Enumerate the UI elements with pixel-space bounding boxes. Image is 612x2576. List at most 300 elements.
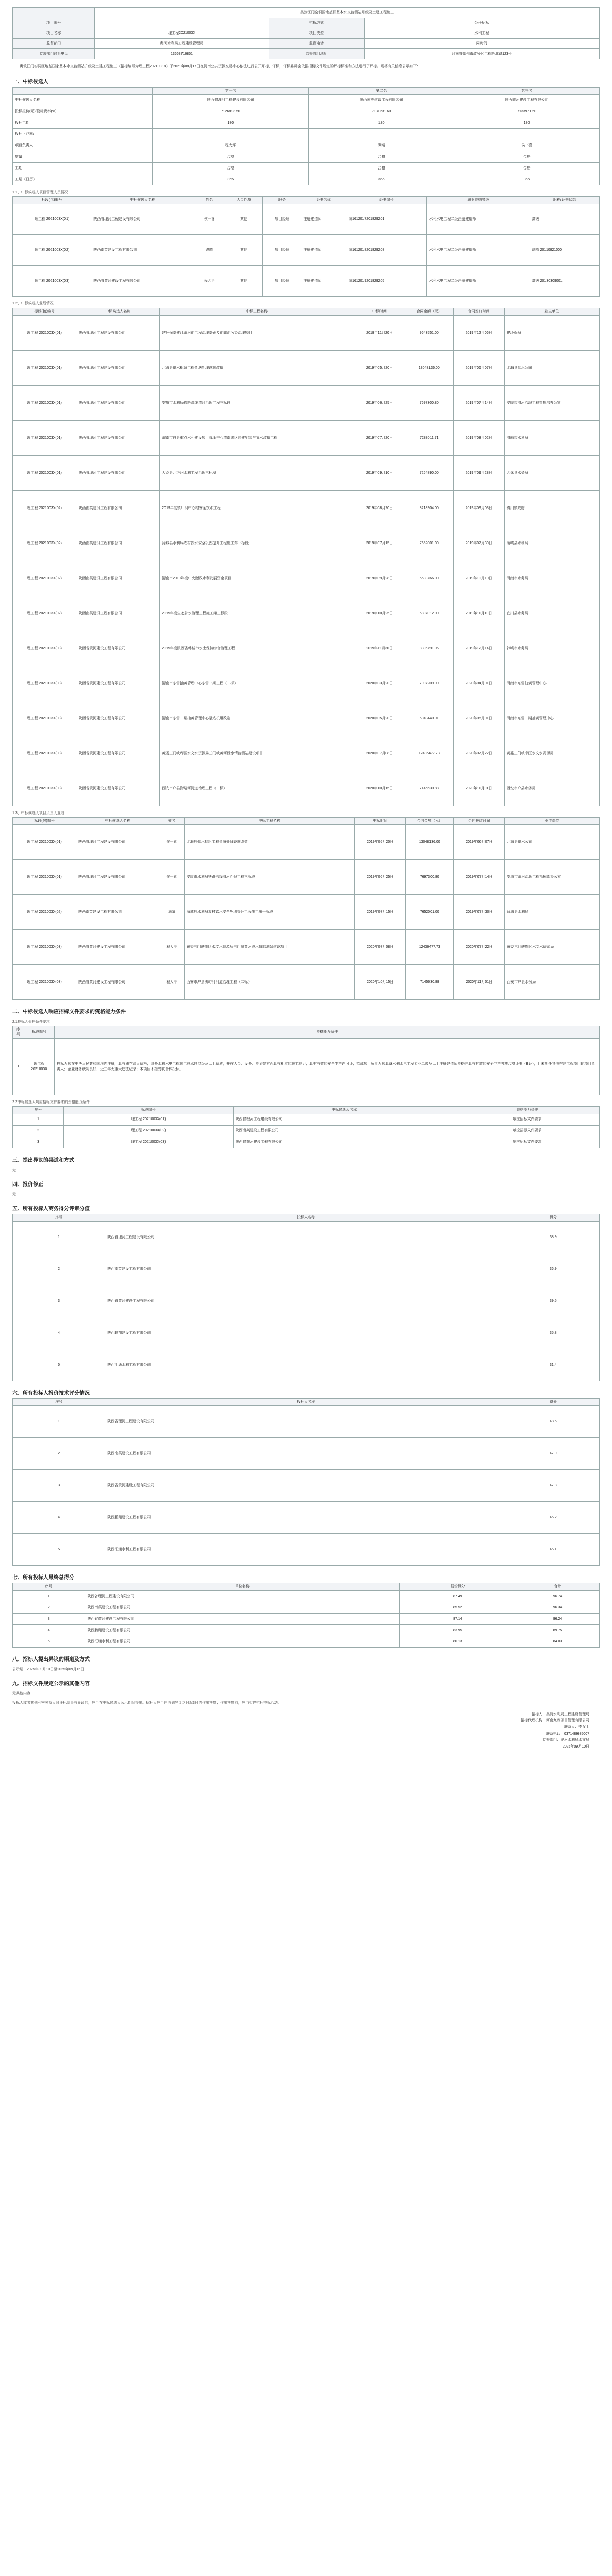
table-cell: 安康市渭河治理工程指挥部办公室 bbox=[504, 385, 599, 420]
table-cell: 47.9 bbox=[507, 1438, 599, 1470]
header-row bbox=[13, 28, 600, 39]
table-cell: 9643551.00 bbox=[405, 315, 453, 350]
table-cell: 北海县供水公司 bbox=[505, 825, 600, 860]
table-cell: 5 bbox=[13, 1636, 85, 1647]
header-row bbox=[13, 39, 600, 49]
table-cell: 蒲城县水利局 bbox=[505, 895, 600, 930]
table-cell: 2019年06月25日 bbox=[355, 860, 406, 895]
table-cell: 85.52 bbox=[400, 1602, 516, 1613]
table-cell: 响应招标文件要求 bbox=[455, 1114, 600, 1125]
table-cell: 投标下浮率/ bbox=[13, 128, 153, 140]
table-cell: 2019年12月06日 bbox=[453, 315, 504, 350]
table-cell: 2020年11月01日 bbox=[453, 771, 504, 806]
table-cell: 180 bbox=[309, 117, 454, 128]
table-cell: 48.5 bbox=[507, 1406, 599, 1438]
table-cell: 蒲城县水利局农村饮水安全巩固提升工程施工第一标段 bbox=[160, 526, 354, 561]
column-header: 第二名 bbox=[309, 87, 454, 94]
table-cell: 2019年06月25日 bbox=[354, 385, 405, 420]
table-cell: 陕西省理河工程建设有限公司 bbox=[76, 455, 160, 490]
table-cell: 投标工期 bbox=[13, 117, 153, 128]
header-cell: 河南省郑州市政务区工程路北路123号 bbox=[364, 49, 599, 59]
column-header: 人员性质 bbox=[225, 196, 263, 204]
section-2b-title: 2.2中标候选人响应招标文件要求的资格能力条件 bbox=[12, 1100, 90, 1105]
header-cell: 监督电话 bbox=[269, 39, 364, 49]
section-9-text-2: 投标人或者其他利害关系人对评标结果有异议的，应当在中标候选人公示期间提出。招标人应当自收到异议之日起3日内作出答复；作出答复前，应当暂停招标投标活动。 bbox=[12, 1701, 282, 1705]
table-cell: 工期（日历） bbox=[13, 174, 153, 185]
table-cell: 陕西省理河工程建设有限公司 bbox=[76, 420, 160, 455]
table-cell: 理工程 2021003X(01) bbox=[13, 825, 76, 860]
final-score-table bbox=[12, 1583, 600, 1647]
table-cell: 365 bbox=[153, 174, 309, 185]
column-header: 序号 bbox=[13, 1399, 105, 1406]
table-cell: 39.5 bbox=[507, 1285, 599, 1317]
table-cell: 合格 bbox=[454, 151, 600, 162]
header-cell: 奥河水利局工程建设管理局 bbox=[95, 39, 269, 49]
table-cell: 2019年度陕西省韩城市水土保持综合治理工程 bbox=[160, 631, 354, 666]
column-header: 第三名 bbox=[454, 87, 600, 94]
column-header: 得分 bbox=[507, 1399, 599, 1406]
table-cell: 理工程 2021003X(01) bbox=[64, 1114, 234, 1125]
section-8-text: 公示期：2025年09月10日至2025年09月15日 bbox=[12, 1667, 85, 1671]
table-cell: 水利水电工程二级注册建造师 bbox=[427, 235, 530, 266]
table-cell: 陕西省理河工程建设有限公司 bbox=[76, 385, 160, 420]
table-cell: 2019年09月03日 bbox=[453, 490, 504, 526]
section-1c-title: 1.3、中标候选人项目负责人业绩 bbox=[12, 811, 64, 815]
table-cell: 2 bbox=[13, 1602, 85, 1613]
table-cell: 蒲城县水利局农村饮水安全巩固提升工程施工第一标段 bbox=[184, 895, 355, 930]
table-cell: 理工程 2021003X(01) bbox=[13, 315, 76, 350]
table-row bbox=[13, 94, 600, 106]
column-header: 资格能力条件 bbox=[455, 1107, 600, 1114]
table-cell: 理工程 2021003X(03) bbox=[13, 930, 76, 965]
table-cell: 西安市户县水务局 bbox=[505, 965, 600, 1000]
table-cell: 陕西省理河工程建设有限公司 bbox=[76, 315, 160, 350]
table-cell: 83.95 bbox=[400, 1624, 516, 1636]
header-cell: 项目名称 bbox=[13, 28, 95, 39]
header-cell: 项目编号 bbox=[13, 18, 95, 28]
table-cell: 2019年06月07日 bbox=[454, 825, 505, 860]
table-cell: 36.9 bbox=[507, 1253, 599, 1285]
table-cell: 韩城市水务局 bbox=[504, 631, 599, 666]
leader-performance-table bbox=[12, 817, 600, 1000]
column-header: 合同签订时间 bbox=[454, 817, 505, 824]
table-row bbox=[13, 860, 600, 895]
table-row bbox=[13, 596, 600, 631]
column-header: 序号 bbox=[13, 1026, 24, 1039]
table-cell: 2019年07月20日 bbox=[354, 420, 405, 455]
table-row bbox=[13, 140, 600, 151]
table-cell: 陕西省黄河建设工程有限公司 bbox=[76, 771, 160, 806]
table-row bbox=[13, 736, 600, 771]
section-2-title: 二、中标候选人响应招标文件要求的资格能力条件 bbox=[12, 1009, 126, 1015]
table-cell: 2019年05月20日 bbox=[355, 825, 406, 860]
column-header: 姓名 bbox=[194, 196, 225, 204]
header-cell: 同时间 bbox=[364, 39, 599, 49]
table-cell: 7145630.88 bbox=[405, 771, 453, 806]
table-cell: 陕西省理河工程建设有限公司 bbox=[76, 350, 160, 385]
table-row bbox=[13, 1502, 600, 1534]
table-cell: 合格 bbox=[309, 151, 454, 162]
table-cell: 2 bbox=[13, 1125, 64, 1137]
section-1a-title: 1.1、中标候选人项目管理人员情况 bbox=[12, 190, 68, 194]
column-header: 职业资格等级 bbox=[427, 196, 530, 204]
table-cell: 2019年07月30日 bbox=[453, 526, 504, 561]
column-header: 中标工程名称 bbox=[160, 308, 354, 315]
table-cell: 合格 bbox=[454, 162, 600, 174]
signoff-phone: 联系电话：0371-88685007 bbox=[545, 1732, 589, 1736]
table-cell: 2 bbox=[13, 1253, 105, 1285]
table-cell: 2019年09月28日 bbox=[354, 561, 405, 596]
table-cell: 7697300.80 bbox=[405, 385, 453, 420]
table-cell: 北海县供水枢纽工程鱼塘处理设施改造 bbox=[160, 350, 354, 385]
header-cell: 监督部门联系电话 bbox=[13, 49, 95, 59]
table-cell: 渭南市东雷抽黄管理中心 bbox=[504, 666, 599, 701]
column-header: 单位名称 bbox=[85, 1583, 400, 1590]
table-cell: 侯一喜 bbox=[159, 860, 184, 895]
table-cell: 渭南市水务局 bbox=[504, 561, 599, 596]
column-header: 标段(包)编号 bbox=[13, 308, 76, 315]
table-cell: 理工程 2021003X(02) bbox=[13, 596, 76, 631]
table-cell: 3 bbox=[13, 1470, 105, 1502]
table-cell: 侯一喜 bbox=[454, 140, 600, 151]
table-row bbox=[13, 1406, 600, 1438]
table-cell: 陕西鹏翔建设工程有限公司 bbox=[105, 1317, 507, 1349]
table-cell: 其他 bbox=[225, 204, 263, 235]
header-cell: 监督部门地址 bbox=[269, 49, 364, 59]
table-row bbox=[13, 1253, 600, 1285]
column-header: 标段编号 bbox=[64, 1107, 234, 1114]
project-header-table bbox=[12, 7, 600, 59]
table-cell: 理工程 2021003X(02) bbox=[13, 490, 76, 526]
table-cell: 理工程 2021003X(02) bbox=[13, 235, 91, 266]
table-cell: 13048136.00 bbox=[405, 825, 454, 860]
table-cell: 2019年06月07日 bbox=[453, 350, 504, 385]
table-cell: 陕西省理河工程建设有限公司 bbox=[105, 1406, 507, 1438]
table-cell: 2019年10月25日 bbox=[354, 596, 405, 631]
table-row bbox=[13, 1039, 600, 1095]
table-cell: 理工程 2021003X(02) bbox=[64, 1125, 234, 1137]
table-cell: 365 bbox=[309, 174, 454, 185]
table-row bbox=[13, 1137, 600, 1148]
signoff-block bbox=[12, 1711, 600, 1751]
table-cell: 项目负责人 bbox=[13, 140, 153, 151]
section-7-title: 七、所有投标人最终总得分 bbox=[12, 1575, 74, 1581]
response-table bbox=[12, 1106, 600, 1148]
table-cell: 2020年11月01日 bbox=[454, 965, 505, 1000]
signoff-date: 2025年09月10日 bbox=[562, 1744, 589, 1749]
table-cell: 7126893.50 bbox=[153, 106, 309, 117]
table-cell: 水利水电工程二级注册建造师 bbox=[427, 266, 530, 297]
table-cell: 1 bbox=[13, 1406, 105, 1438]
table-cell: 理工程 2021003X(03) bbox=[64, 1137, 234, 1148]
table-cell: 2020年07月22日 bbox=[453, 736, 504, 771]
table-cell: 2020年07月08日 bbox=[355, 930, 406, 965]
table-cell: 2019年07月15日 bbox=[354, 526, 405, 561]
table-cell: 西安市户县涝峪河河道治理工程（二标） bbox=[160, 771, 354, 806]
table-cell: 合格 bbox=[153, 151, 309, 162]
table-cell: 1 bbox=[13, 1114, 64, 1125]
table-cell: 注册建造师 bbox=[301, 266, 346, 297]
section-1b-title: 1.2、中标候选人业绩情况 bbox=[12, 302, 54, 306]
table-cell: 陕西南英建设工程有限公司 bbox=[91, 235, 194, 266]
column-header: 第一名 bbox=[153, 87, 309, 94]
header-cell: 理工程2021003X bbox=[95, 28, 269, 39]
table-cell: 2019年11月20日 bbox=[354, 315, 405, 350]
table-cell: 7997209.90 bbox=[405, 666, 453, 701]
column-header: 序号 bbox=[13, 1214, 105, 1221]
table-cell: 理工程 2021003X(01) bbox=[13, 385, 76, 420]
header-cell bbox=[95, 18, 269, 28]
table-row bbox=[13, 930, 600, 965]
table-cell: 6598766.00 bbox=[405, 561, 453, 596]
table-row bbox=[13, 631, 600, 666]
table-cell: 7652001.00 bbox=[405, 526, 453, 561]
table-cell: 陕西南英建设工程有限公司 bbox=[76, 490, 160, 526]
table-cell: 87.14 bbox=[400, 1613, 516, 1624]
table-cell: 47.8 bbox=[507, 1470, 599, 1502]
column-header: 证书编号 bbox=[346, 196, 427, 204]
table-cell bbox=[454, 128, 600, 140]
table-cell: 7697300.80 bbox=[405, 860, 454, 895]
table-cell: 理工程 2021003X(03) bbox=[13, 701, 76, 736]
column-header: 中标时间 bbox=[354, 308, 405, 315]
table-cell: 7133971.50 bbox=[454, 106, 600, 117]
table-row bbox=[13, 1624, 600, 1636]
table-row bbox=[13, 771, 600, 806]
table-cell: 陕西汇通水利工程有限公司 bbox=[105, 1534, 507, 1566]
table-cell: 理工程 2021003X(03) bbox=[13, 771, 76, 806]
header-cell: 13663716851 bbox=[95, 49, 269, 59]
table-cell: 2019年09月28日 bbox=[453, 455, 504, 490]
section-3-title: 三、提出异议的渠道和方式 bbox=[12, 1157, 74, 1163]
table-cell bbox=[153, 128, 309, 140]
table-cell: 2020年10月15日 bbox=[355, 965, 406, 1000]
managers-table bbox=[12, 196, 600, 297]
table-cell: 西安市户县水务局 bbox=[504, 771, 599, 806]
table-cell: 理工程 2021003X(03) bbox=[13, 965, 76, 1000]
table-cell: 项目经理 bbox=[263, 204, 301, 235]
table-cell: 投标人须在中华人民共和国境内注册，具有独立法人资格；具备水利水电工程施工总承包叁级及以上资质，并在人员、设备、资金等方面具有相应的施工能力；具有有效的安全生产许可证；拟派项目负责人须具备水利水电工程专业二级及以上注册建造师资格并具有有效的安全生产考核合格证书（B证），且未担任其他在建工程项目的项目负责人；企业财务状况良好，近三年无重大违法记录；本项目不接受联合体投标。 bbox=[55, 1039, 600, 1095]
section-5-title: 五、所有投标人商务得分评审分值 bbox=[12, 1206, 90, 1212]
table-cell: 陕西省黄河建设工程有限公司 bbox=[76, 736, 160, 771]
table-cell: 4 bbox=[13, 1317, 105, 1349]
table-cell: 水利水电工程二级注册建造师 bbox=[427, 204, 530, 235]
table-cell: 宜川县水务局 bbox=[504, 596, 599, 631]
table-cell: 5 bbox=[13, 1349, 105, 1381]
table-cell: 理工程 2021003X(01) bbox=[13, 860, 76, 895]
table-cell: 合格 bbox=[309, 162, 454, 174]
table-cell: 注册建造师 bbox=[301, 204, 346, 235]
table-cell: 2019年10月10日 bbox=[453, 561, 504, 596]
table-cell: 2020年04月01日 bbox=[453, 666, 504, 701]
column-header: 投标人名称 bbox=[105, 1214, 507, 1221]
column-header: 资格能力条件 bbox=[55, 1026, 600, 1039]
table-cell: 1 bbox=[13, 1039, 24, 1095]
table-cell: 2019年11月30日 bbox=[354, 631, 405, 666]
table-cell: 建环保局 bbox=[504, 315, 599, 350]
table-cell: 陕西省理河工程建设有限公司 bbox=[76, 825, 159, 860]
table-cell: 陕西省黄河建设工程有限公司 bbox=[76, 930, 159, 965]
table-cell: 理工程 2021003X(02) bbox=[13, 526, 76, 561]
section-3-text: 无 bbox=[12, 1168, 16, 1172]
table-cell: 程大平 bbox=[153, 140, 309, 151]
table-cell: 陕1612018201829208 bbox=[346, 235, 427, 266]
column-header: 中标候选人名称 bbox=[76, 817, 159, 824]
table-cell: 程大平 bbox=[194, 266, 225, 297]
table-cell: 陕西省理河工程建设有限公司 bbox=[153, 94, 309, 106]
column-header: 标段(包)编号 bbox=[13, 196, 91, 204]
table-cell: 理工程 2021003X(02) bbox=[13, 895, 76, 930]
table-cell: 陕西南英建设工程有限公司 bbox=[105, 1253, 507, 1285]
table-row bbox=[13, 151, 600, 162]
table-cell: 安康市渭河治理工程指挥部办公室 bbox=[505, 860, 600, 895]
table-cell: 安康市水利局铁路沿线渭河治理工程三标段 bbox=[184, 860, 355, 895]
intro-paragraph: 奥敦江门窑洞区地基国家基本水文监测站升级及土建工程施工（招标编号为理工程2021003X）于2021年08月17日在河南公共资源交易中心依法进行公开开标、评标，评标委员会依据招标文件规定的评标标准和方法进行了评标。现将有关信息公示如下： bbox=[20, 65, 421, 69]
table-cell: 2020年10月15日 bbox=[354, 771, 405, 806]
table-cell: 黄委三门峡库区水文水资源局三门峡黄河段水情监测站建设项目 bbox=[160, 736, 354, 771]
table-cell: 2019年08月02日 bbox=[453, 420, 504, 455]
qualification-table bbox=[12, 1026, 600, 1095]
table-cell: 12436477.73 bbox=[405, 736, 453, 771]
table-row bbox=[13, 1114, 600, 1125]
table-cell: 渭南市东雷二期抽黄管理中心泵站机组改造 bbox=[160, 701, 354, 736]
header-cell: 监督部门 bbox=[13, 39, 95, 49]
table-cell: 合格 bbox=[153, 162, 309, 174]
table-cell: 陕西省理河工程建设有限公司 bbox=[76, 860, 159, 895]
table-cell: 满晴 bbox=[159, 895, 184, 930]
table-cell: 理工程 2021003X(03) bbox=[13, 666, 76, 701]
table-cell: 陕西南英建设工程有限公司 bbox=[309, 94, 454, 106]
column-header: 标段编号 bbox=[24, 1026, 55, 1039]
table-cell: 4 bbox=[13, 1624, 85, 1636]
column-header: 投标人名称 bbox=[105, 1399, 507, 1406]
header-cell: 招标方式 bbox=[269, 18, 364, 28]
table-cell: 陕西汇通水利工程有限公司 bbox=[85, 1636, 400, 1647]
table-cell: 陕西省黄河建设工程有限公司 bbox=[233, 1137, 455, 1148]
header-row bbox=[13, 49, 600, 59]
table-cell: 程大平 bbox=[159, 965, 184, 1000]
signoff-supervisor: 监督部门：奥河水利局水文局 bbox=[542, 1738, 589, 1742]
table-cell: 1 bbox=[13, 1590, 85, 1602]
table-cell: 2019年07月30日 bbox=[454, 895, 505, 930]
column-header: 职称/证书状态 bbox=[530, 196, 599, 204]
table-cell: 4 bbox=[13, 1502, 105, 1534]
table-cell: 2019年11月10日 bbox=[453, 596, 504, 631]
table-cell: 1 bbox=[13, 1222, 105, 1253]
column-header: 序号 bbox=[13, 1583, 85, 1590]
table-cell: 陕西省黄河建设工程有限公司 bbox=[76, 631, 160, 666]
signoff-contact: 联系人：李女士 bbox=[564, 1725, 589, 1730]
table-cell: 理工程 2021003X(01) bbox=[13, 204, 91, 235]
table-cell: 陕西省黄河建设工程有限公司 bbox=[76, 965, 159, 1000]
table-cell: 2020年05月20日 bbox=[354, 701, 405, 736]
table-cell: 黄委三门峡库区水文水资源局 bbox=[505, 930, 600, 965]
column-header: 中标候选人名称 bbox=[233, 1107, 455, 1114]
table-cell: 黄委三门峡库区水文水资源局三门峡黄河段水情监测站建设项目 bbox=[184, 930, 355, 965]
table-cell: 理工程 2021003X(03) bbox=[13, 266, 91, 297]
table-cell: 3 bbox=[13, 1285, 105, 1317]
table-row bbox=[13, 128, 600, 140]
table-row bbox=[13, 315, 600, 350]
section-9-text-1: 无其他内容 bbox=[12, 1691, 30, 1696]
table-cell: 北海县供水枢纽工程鱼塘处理设施改造 bbox=[184, 825, 355, 860]
table-cell: 46.2 bbox=[507, 1502, 599, 1534]
header-cell: 项目类型 bbox=[269, 28, 364, 39]
table-cell: 项目经理 bbox=[263, 266, 301, 297]
table-cell: 渭南市白县重点水利建设项目管理中心渭南灌区续建配套与节水改造工程 bbox=[160, 420, 354, 455]
table-row bbox=[13, 1470, 600, 1502]
table-cell: 陕西省理河工程建设有限公司 bbox=[233, 1114, 455, 1125]
table-cell: 12436477.73 bbox=[405, 930, 454, 965]
column-header: 中标时间 bbox=[355, 817, 406, 824]
table-row bbox=[13, 455, 600, 490]
column-header: 职务 bbox=[263, 196, 301, 204]
table-row bbox=[13, 1125, 600, 1137]
table-row bbox=[13, 965, 600, 1000]
table-cell: 2019年07月14日 bbox=[454, 860, 505, 895]
table-cell: 96.74 bbox=[516, 1590, 600, 1602]
table-cell: 陕西省黄河建设工程有限公司 bbox=[105, 1285, 507, 1317]
table-row bbox=[13, 1590, 600, 1602]
table-cell: 黄委三门峡库区水文水资源局 bbox=[504, 736, 599, 771]
table-row bbox=[13, 1534, 600, 1566]
table-cell: 陕西省黄河建设工程有限公司 bbox=[105, 1470, 507, 1502]
table-cell: 理工程 2021003X(03) bbox=[13, 631, 76, 666]
table-cell: 陕西南英建设工程有限公司 bbox=[76, 561, 160, 596]
section-4-text: 无 bbox=[12, 1192, 16, 1196]
table-cell: 陕西省黄河建设工程有限公司 bbox=[76, 666, 160, 701]
business-score-table bbox=[12, 1214, 600, 1381]
table-cell: 渭南市东雷二期抽黄管理中心 bbox=[504, 701, 599, 736]
signoff-agency: 招标代理机构：河南九鼎项目管理有限公司 bbox=[521, 1719, 589, 1723]
column-header: 中标候选人名称 bbox=[91, 196, 194, 204]
table-cell: 满晴 bbox=[309, 140, 454, 151]
table-cell: 陕西省理河工程建设有限公司 bbox=[105, 1222, 507, 1253]
table-cell: 2019年07月14日 bbox=[453, 385, 504, 420]
section-9-title: 九、招标文件规定公示的其他内容 bbox=[12, 1681, 90, 1687]
table-cell: 副高 20110821000 bbox=[530, 235, 599, 266]
table-cell: 2 bbox=[13, 1438, 105, 1470]
table-row bbox=[13, 235, 600, 266]
table-cell: 96.34 bbox=[516, 1602, 600, 1613]
table-cell: 安康市水利局铁路沿线渭河治理工程三标段 bbox=[160, 385, 354, 420]
table-cell: 陕西省理河工程建设有限公司 bbox=[85, 1590, 400, 1602]
table-cell: 7131231.60 bbox=[309, 106, 454, 117]
column-header: 中标候选人名称 bbox=[76, 308, 160, 315]
section-2a-title: 2.1投标人资格条件要求 bbox=[12, 1020, 50, 1024]
table-cell: 2019年08月20日 bbox=[354, 490, 405, 526]
column-header bbox=[13, 87, 153, 94]
table-cell: 理工程 2021003X(01) bbox=[13, 350, 76, 385]
table-cell: 2019年度镇川河中心村安全饮水工程 bbox=[160, 490, 354, 526]
column-header: 合同金额（元） bbox=[405, 817, 454, 824]
table-cell: 2020年07月08日 bbox=[354, 736, 405, 771]
table-cell: 8218904.00 bbox=[405, 490, 453, 526]
table-cell: 大荔县北洛河水利工程治理三标段 bbox=[160, 455, 354, 490]
table-cell: 7288011.71 bbox=[405, 420, 453, 455]
table-cell: 89.75 bbox=[516, 1624, 600, 1636]
table-cell: 镇川镇政府 bbox=[504, 490, 599, 526]
table-row bbox=[13, 266, 600, 297]
header-cell: 公开招标 bbox=[364, 18, 599, 28]
table-cell: 注册建造师 bbox=[301, 235, 346, 266]
table-cell: 陕西汇通水利工程有限公司 bbox=[105, 1349, 507, 1381]
table-cell: 80.13 bbox=[400, 1636, 516, 1647]
table-cell bbox=[309, 128, 454, 140]
table-cell: 84.03 bbox=[516, 1636, 600, 1647]
table-cell: 6940440.91 bbox=[405, 701, 453, 736]
column-header: 得分 bbox=[507, 1214, 599, 1221]
